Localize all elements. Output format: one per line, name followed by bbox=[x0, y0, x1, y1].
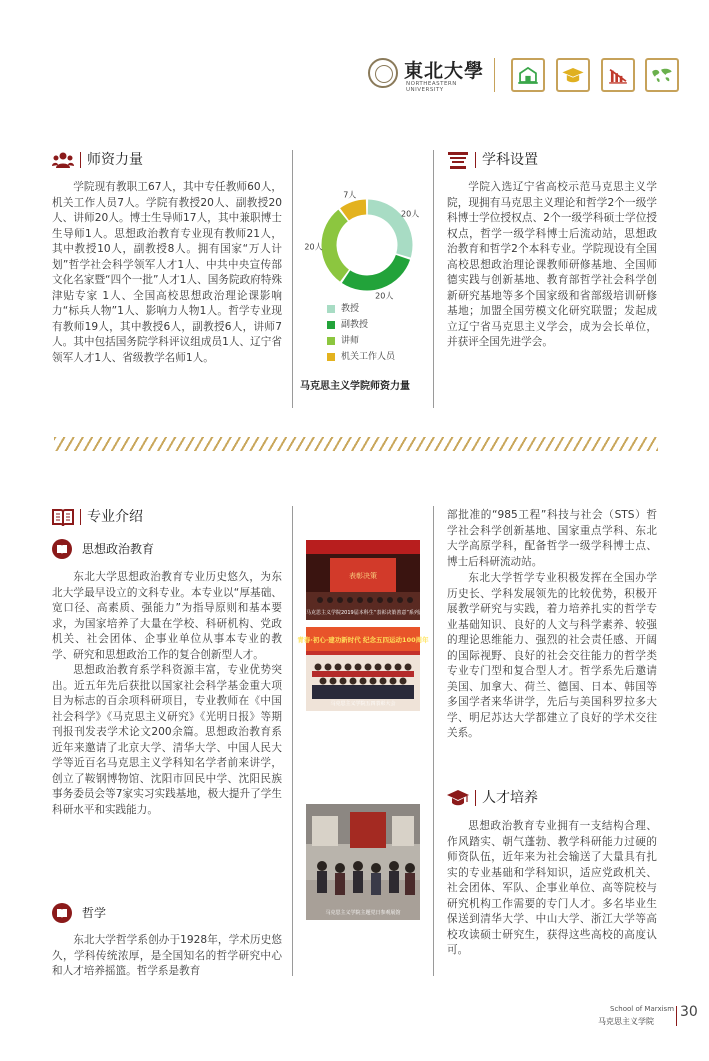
donut-data-label: 7人 bbox=[343, 190, 357, 200]
legend-label: 讲师 bbox=[341, 336, 360, 346]
bar-chart-icon[interactable] bbox=[601, 58, 635, 92]
photo-party-day-visit bbox=[306, 804, 420, 920]
title-divider bbox=[475, 790, 476, 806]
legend-label: 机关工作人员 bbox=[341, 352, 396, 362]
talent-title-text: 人才培养 bbox=[482, 790, 538, 806]
column-divider bbox=[433, 506, 434, 976]
title-divider bbox=[475, 152, 476, 168]
header-divider bbox=[494, 58, 495, 92]
donut-slice-associate-professor bbox=[346, 257, 403, 283]
people-icon bbox=[52, 150, 74, 170]
column-divider bbox=[292, 150, 293, 408]
majors-title-text: 专业介绍 bbox=[87, 509, 143, 525]
talent-section-title bbox=[447, 787, 607, 809]
page-number: 30 bbox=[680, 1004, 698, 1020]
talent-paragraph: 思想政治教育专业拥有一支结构合理、作风踏实、朝气蓬勃、教学科研能力过硬的师资队伍，近年来为社会输送了大量具有扎实的专业基础和学科知识，适应党政机关、社会团体、军队、企事业单位、高等院校与研究机构工作需要的专门人才。多名毕业生保送到清华大学、中山大学、浙江大学等高校攻读硕士研究生，获得这些高校的高度认可。 bbox=[447, 820, 657, 957]
discipline-title-text: 学科设置 bbox=[482, 152, 538, 168]
donut-data-label: 20人 bbox=[401, 209, 420, 219]
title-divider bbox=[80, 509, 81, 525]
university-logo bbox=[368, 58, 488, 92]
legend-swatch bbox=[327, 305, 335, 313]
discipline-section-title bbox=[447, 149, 607, 171]
photo-may-fourth-group bbox=[297, 627, 429, 711]
photo-banner-text: 青春·初心·建功新时代 纪念五四运动100周年 bbox=[297, 636, 429, 644]
graduation-cap-icon bbox=[447, 788, 469, 808]
philosophy-paragraph-2: 部批准的“985工程”科技与社会（STS）哲学社会科学创新基地、国家重点学科、东北大学高原学科，配备哲学一级学科博士点、博士后科研流动站。 bbox=[447, 509, 657, 568]
footer-school-en: School of Marxism bbox=[610, 1005, 675, 1013]
photo-banner-text: 表彰决策 bbox=[349, 572, 377, 580]
university-seal-icon bbox=[368, 58, 398, 88]
photo-caption: 马克思主义学院2019届本科生“表彰决策善意”系列活动 bbox=[306, 610, 429, 616]
faculty-title-text: 师资力量 bbox=[87, 152, 143, 168]
podium-icon bbox=[447, 150, 469, 170]
footer-school-cn: 马克思主义学院 bbox=[598, 1017, 654, 1026]
legend-label: 教授 bbox=[341, 304, 360, 314]
world-map-icon[interactable] bbox=[645, 58, 679, 92]
university-name-cn: 東北大學 bbox=[404, 60, 485, 82]
legend-swatch bbox=[327, 353, 335, 361]
majors-section-title bbox=[52, 506, 232, 528]
ideology-paragraph-1: 东北大学思想政治教育专业历史悠久，为东北大学最早设立的文科专业。本专业以“厚基础、宽口径、高素质、强能力”为指导原则和基本要求，为国家培养了大量在学校、科研机构、党政机关、社会团体、企事业单位从事本专业的教学、研究和思想政治工作的复合创新型人才。 bbox=[52, 571, 282, 661]
legend-swatch bbox=[327, 337, 335, 345]
book-badge-icon bbox=[52, 903, 72, 923]
footer-divider bbox=[676, 1006, 677, 1026]
ideology-paragraph-2: 思想政治教育系学科资源丰富，专业优势突出。近五年先后获批以国家社会科学基金重大项目为标志的百余项科研项目，专业教师在《中国社会科学》《马克思主义研究》《光明日报》等期刊报刊发表学术论文200余篇。思想政治教育系近年来邀请了北京大学、清华大学、中国人民大学等近百名马克思主义学科知名学者前来讲学，创立了鞍钢博物馆、沈阳市回民中学、沈阳民族事务委员会等7家实习实践基地，极大提升了学生科研水平和实践能力。 bbox=[52, 664, 282, 816]
column-divider bbox=[292, 506, 293, 976]
photo-caption: 马克思主义学院五四表彰大会 bbox=[330, 701, 396, 707]
philosophy-title-text: 哲学 bbox=[82, 906, 107, 920]
philosophy-paragraph-3: 东北大学哲学专业积极发挥在全国办学历史长、学科发展领先的比较优势，积极开展教学研究与实践，着力培养扎实的哲学专业基础知识、良好的人文与科学素养、较强的理论思维能力、强烈的社会责任感、开阔的国际视野、良好的社会交往能力的哲学类专业专门型和复合型人才。哲学系先后邀请美国、加拿大、荷兰、德国、日本、韩国等多国学者来华讲学，先后与美国科罗拉多大学、明尼苏达大学都建立了良好的学术交往关系。 bbox=[447, 572, 657, 740]
title-divider bbox=[80, 152, 81, 168]
faculty-section-title bbox=[52, 149, 212, 171]
university-name-en: NORTHEASTERN UNIVERSITY bbox=[406, 81, 457, 93]
chart-title: 马克思主义学院师资力量 bbox=[300, 381, 410, 392]
graduation-cap-icon[interactable] bbox=[556, 58, 590, 92]
open-book-icon bbox=[52, 507, 74, 527]
faculty-paragraph: 学院现有教职工67人，其中专任教师60人，机关工作人员7人。学院有教授20人、副教授20人、讲师20人。博士生导师17人，其中兼职博士生导师1人。思想政治教育专业现有教师21人，其中教授10人，副教授8人。拥有国家“万人计划”哲学社会科学领军人才1人、中共中央宣传部文化名家暨“四个一批”人才1人、国务院政府特殊津贴专家 1人、全国高校思想政治理论课影响力“标兵人物”1人、影响力人物1人。哲学专业现有教师19人，其中教授6人，副教授6人，讲师7人。其中包括国务院学科评议组成员1人、辽宁省领军人才1人、省级教学名师1人。 bbox=[52, 181, 282, 365]
photo-caption: 马克思主义学院主题党日参观展馆 bbox=[325, 910, 401, 916]
donut-slice-lecturer bbox=[329, 215, 344, 275]
philosophy-paragraph-1: 东北大学哲学系创办于1928年，学术历史悠久，学科传统浓厚，是全国知名的哲学研究中心和人才培养摇篮。哲学系是教育 bbox=[52, 934, 282, 978]
donut-slice-professor bbox=[368, 207, 405, 255]
decorative-stripe-divider bbox=[54, 437, 658, 451]
donut-slice-admin-staff bbox=[345, 207, 366, 214]
book-badge-icon bbox=[52, 539, 72, 559]
school-building-icon[interactable] bbox=[511, 58, 545, 92]
legend-label: 副教授 bbox=[341, 320, 369, 330]
ideology-title-text: 思想政治教育 bbox=[82, 542, 155, 556]
ideology-subsection-title bbox=[52, 539, 212, 559]
philosophy-subsection-title bbox=[52, 903, 212, 923]
legend-swatch bbox=[327, 321, 335, 329]
photo-awards-ceremony bbox=[306, 540, 429, 620]
column-divider bbox=[433, 150, 434, 408]
donut-data-label: 20人 bbox=[375, 291, 394, 301]
discipline-paragraph: 学院入选辽宁省高校示范马克思主义学院，现拥有马克思主义理论和哲学2个一级学科博士学位授权点、2个一级学科硕士学位授权点，哲学一级学科博士后流动站，思想政治教育和哲学2个本科专业。学院现设有全国高校思想政治理论课教师研修基地、全国师德实践与创新基地、教育部哲学社会科学创新研究基地等多个国家级和省部级培训研修基地；加盟全国劳模文化研究联盟；发起成立辽宁省马克思主义学会，成为会长单位，并获评全国先进学会。 bbox=[447, 181, 657, 349]
donut-data-label: 20人 bbox=[304, 242, 323, 252]
faculty-donut-chart bbox=[304, 190, 422, 301]
